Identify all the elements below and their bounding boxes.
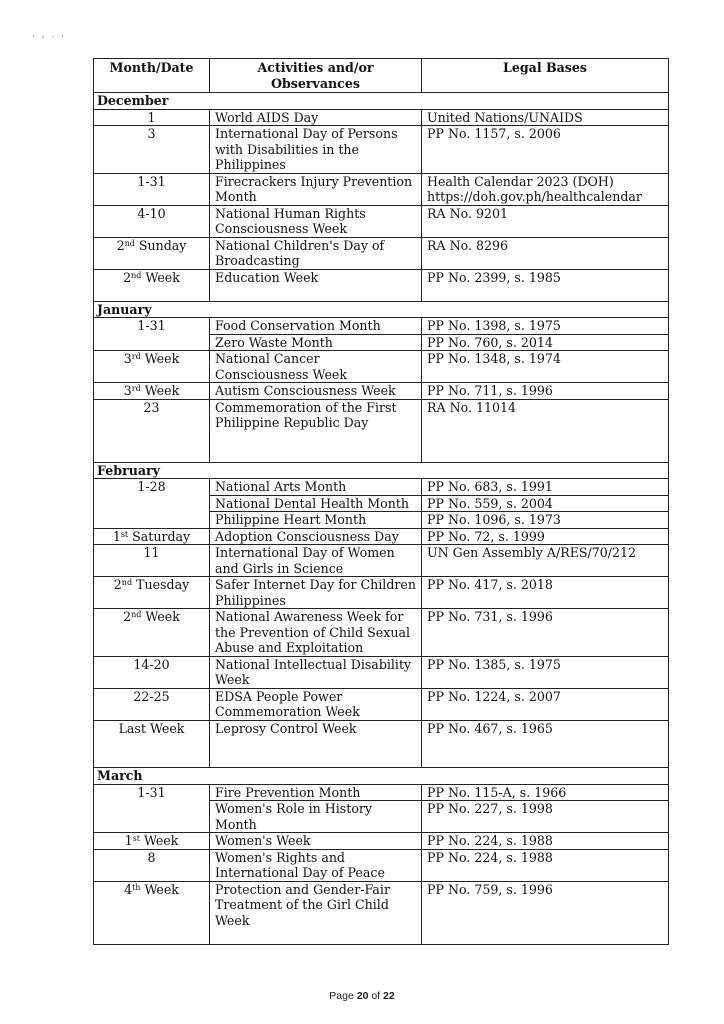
activity-cell: Autism Consciousness Week — [210, 383, 422, 400]
date-cell — [94, 784, 210, 833]
legal-basis-cell: RA No. 9201 — [422, 205, 669, 237]
activity-cell: Protection and Gender-Fair Treatment of the Girl Child Week — [210, 881, 422, 944]
date-ordinal-suffix: st — [120, 529, 129, 539]
date-value: 1-31 — [137, 173, 166, 189]
month-heading: January — [94, 301, 669, 318]
date-value: 11 — [143, 545, 160, 560]
legal-basis-cell: PP No. 759, s. 1996 — [422, 881, 669, 944]
date-value: 1 — [124, 833, 133, 848]
date-cell — [94, 688, 210, 720]
table-row — [94, 720, 669, 768]
month-section-row — [94, 93, 669, 110]
header-legal-bases: Legal Bases — [422, 59, 669, 93]
table-header-row — [94, 59, 669, 93]
page-footer — [0, 990, 724, 1002]
date-ordinal-suffix: nd — [131, 270, 142, 280]
date-value: 1 — [112, 528, 121, 544]
table-row — [94, 173, 669, 205]
activity-cell: National Cancer Consciousness Week — [210, 351, 422, 383]
table-row — [94, 577, 669, 609]
legal-basis-cell: PP No. 2399, s. 1985 — [422, 269, 669, 301]
date-cell — [94, 656, 210, 688]
legal-basis-cell: PP No. 683, s. 1991 — [422, 479, 669, 496]
date-value: 3 — [123, 383, 132, 398]
date-ordinal-suffix: rd — [131, 384, 141, 393]
legal-basis-cell: PP No. 72, s. 1999 — [422, 528, 669, 545]
date-suffix: Tuesday — [132, 577, 190, 592]
table-row — [94, 126, 669, 174]
activity-cell: Firecrackers Injury Prevention Month — [210, 173, 422, 205]
date-value: 4-10 — [137, 205, 166, 221]
table-row — [94, 656, 669, 688]
date-cell — [94, 849, 210, 881]
date-ordinal-suffix: th — [132, 882, 141, 892]
date-suffix: Week — [140, 351, 180, 366]
date-value: Last Week — [118, 720, 185, 736]
date-value: 14-20 — [133, 656, 170, 672]
month-section-row — [94, 768, 669, 785]
date-cell — [94, 126, 210, 174]
activity-cell: Leprosy Control Week — [210, 720, 422, 768]
legal-basis-cell: PP No. 559, s. 2004 — [422, 495, 669, 512]
header-month-date: Month/Date — [94, 59, 210, 93]
month-section-row — [94, 301, 669, 318]
date-value: 2 — [123, 269, 132, 285]
legal-basis-cell: PP No. 227, s. 1998 — [422, 801, 669, 833]
table-row — [94, 399, 669, 462]
date-cell — [94, 318, 210, 351]
date-cell — [94, 351, 210, 383]
activity-cell: Women's Week — [210, 833, 422, 850]
activity-cell: International Day of Women and Girls in Science — [210, 545, 422, 577]
table-row — [94, 318, 669, 335]
legal-basis-cell: PP No. 1096, s. 1973 — [422, 512, 669, 529]
date-suffix: Week — [141, 269, 180, 285]
date-value: 2 — [116, 237, 125, 253]
legal-basis-cell: PP No. 1224, s. 2007 — [422, 688, 669, 720]
date-cell — [94, 205, 210, 237]
date-value: 4 — [124, 881, 133, 897]
table-row — [94, 833, 669, 850]
activity-cell: EDSA People Power Commemoration Week — [210, 688, 422, 720]
legal-basis-cell: PP No. 1157, s. 2006 — [422, 126, 669, 174]
date-value: 1-28 — [137, 479, 166, 494]
date-ordinal-suffix: nd — [131, 610, 142, 619]
date-suffix: Saturday — [128, 528, 191, 544]
activity-cell: Women's Rights and International Day of Peace — [210, 849, 422, 881]
legal-basis-cell: RA No. 8296 — [422, 237, 669, 269]
date-cell — [94, 237, 210, 269]
activity-cell: Philippine Heart Month — [210, 512, 422, 529]
legal-basis-cell: PP No. 1385, s. 1975 — [422, 656, 669, 688]
date-ordinal-suffix: rd — [131, 352, 141, 361]
legal-basis-cell: PP No. 417, s. 2018 — [422, 577, 669, 609]
legal-basis-cell: PP No. 731, s. 1996 — [422, 609, 669, 657]
date-cell — [94, 609, 210, 657]
legal-basis-cell: RA No. 11014 — [422, 399, 669, 462]
activity-cell: Safer Internet Day for Children Philippines — [210, 577, 422, 609]
table-body — [94, 93, 669, 945]
footer-page-number: 20 — [356, 990, 369, 1002]
table-row — [94, 237, 669, 269]
scan-mark: . , . . — [32, 30, 67, 40]
date-cell — [94, 109, 210, 126]
date-value: 2 — [123, 609, 132, 624]
activity-cell: National Human Rights Consciousness Week — [210, 205, 422, 237]
legal-basis-cell: PP No. 224, s. 1988 — [422, 849, 669, 881]
activity-cell: National Children's Day of Broadcasting — [210, 237, 422, 269]
date-suffix: Week — [139, 833, 179, 848]
activity-cell: Fire Prevention Month — [210, 784, 422, 801]
activity-cell: International Day of Persons with Disabilities in the Philippines — [210, 126, 422, 174]
footer-prefix: Page — [329, 990, 357, 1002]
date-cell — [94, 720, 210, 768]
date-value: 1-31 — [137, 784, 166, 800]
activity-cell: National Arts Month — [210, 479, 422, 496]
date-value: 3 — [123, 351, 132, 366]
date-value: 3 — [147, 126, 156, 141]
month-heading: December — [94, 93, 669, 110]
legal-basis-cell: PP No. 711, s. 1996 — [422, 383, 669, 400]
date-cell — [94, 383, 210, 400]
date-ordinal-suffix: nd — [124, 238, 135, 248]
date-cell — [94, 399, 210, 462]
activity-cell: Education Week — [210, 269, 422, 301]
table-row — [94, 109, 669, 126]
activity-cell: World AIDS Day — [210, 109, 422, 126]
date-suffix: Week — [140, 383, 180, 398]
table-row — [94, 269, 669, 301]
month-section-row — [94, 462, 669, 479]
activity-cell: National Awareness Week for the Prevention of Child Sexual Abuse and Exploitation — [210, 609, 422, 657]
table-row — [94, 528, 669, 545]
legal-basis-cell: PP No. 760, s. 2014 — [422, 334, 669, 351]
date-suffix: Sunday — [134, 237, 187, 253]
date-ordinal-suffix: st — [132, 834, 140, 843]
legal-basis-cell: PP No. 1348, s. 1974 — [422, 351, 669, 383]
activity-cell: National Dental Health Month — [210, 495, 422, 512]
activity-cell: National Intellectual Disability Week — [210, 656, 422, 688]
table-row — [94, 849, 669, 881]
month-heading: February — [94, 462, 669, 479]
table-row — [94, 784, 669, 801]
footer-page-total: 22 — [383, 990, 395, 1002]
legal-basis-cell: Health Calendar 2023 (DOH) https://doh.gov.ph/healthcalendar — [422, 173, 669, 205]
table-row — [94, 351, 669, 383]
date-cell — [94, 833, 210, 850]
activity-cell: Zero Waste Month — [210, 334, 422, 351]
date-cell — [94, 479, 210, 529]
table-row — [94, 383, 669, 400]
activity-cell: Commemoration of the First Philippine Republic Day — [210, 399, 422, 462]
date-cell — [94, 881, 210, 944]
header-activities: Activities and/or Observances — [210, 59, 422, 93]
legal-basis-cell: PP No. 115-A, s. 1966 — [422, 784, 669, 801]
date-value: 8 — [147, 849, 156, 865]
date-value: 2 — [113, 577, 122, 592]
legal-basis-cell: United Nations/UNAIDS — [422, 109, 669, 126]
legal-basis-cell: PP No. 1398, s. 1975 — [422, 318, 669, 335]
date-cell — [94, 577, 210, 609]
month-heading: March — [94, 768, 669, 785]
date-cell — [94, 269, 210, 301]
date-value: 1 — [147, 109, 156, 125]
date-ordinal-suffix: nd — [121, 578, 133, 587]
date-value: 22-25 — [133, 688, 170, 704]
legal-basis-cell: PP No. 224, s. 1988 — [422, 833, 669, 850]
date-cell — [94, 528, 210, 545]
table-row — [94, 545, 669, 577]
legal-basis-cell: PP No. 467, s. 1965 — [422, 720, 669, 768]
date-suffix: Week — [140, 881, 179, 897]
date-cell — [94, 173, 210, 205]
table-row — [94, 479, 669, 496]
date-cell — [94, 545, 210, 577]
date-value: 23 — [143, 399, 160, 415]
date-value: 1-31 — [137, 318, 166, 333]
activity-cell: Food Conservation Month — [210, 318, 422, 335]
legal-basis-cell: UN Gen Assembly A/RES/70/212 — [422, 545, 669, 577]
activity-cell: Adoption Consciousness Day — [210, 528, 422, 545]
activity-cell: Women's Role in History Month — [210, 801, 422, 833]
table-row — [94, 881, 669, 944]
table-row — [94, 205, 669, 237]
table-row — [94, 688, 669, 720]
observances-table — [93, 58, 669, 945]
footer-of: of — [368, 990, 384, 1002]
date-suffix: Week — [141, 609, 180, 624]
table-row — [94, 609, 669, 657]
